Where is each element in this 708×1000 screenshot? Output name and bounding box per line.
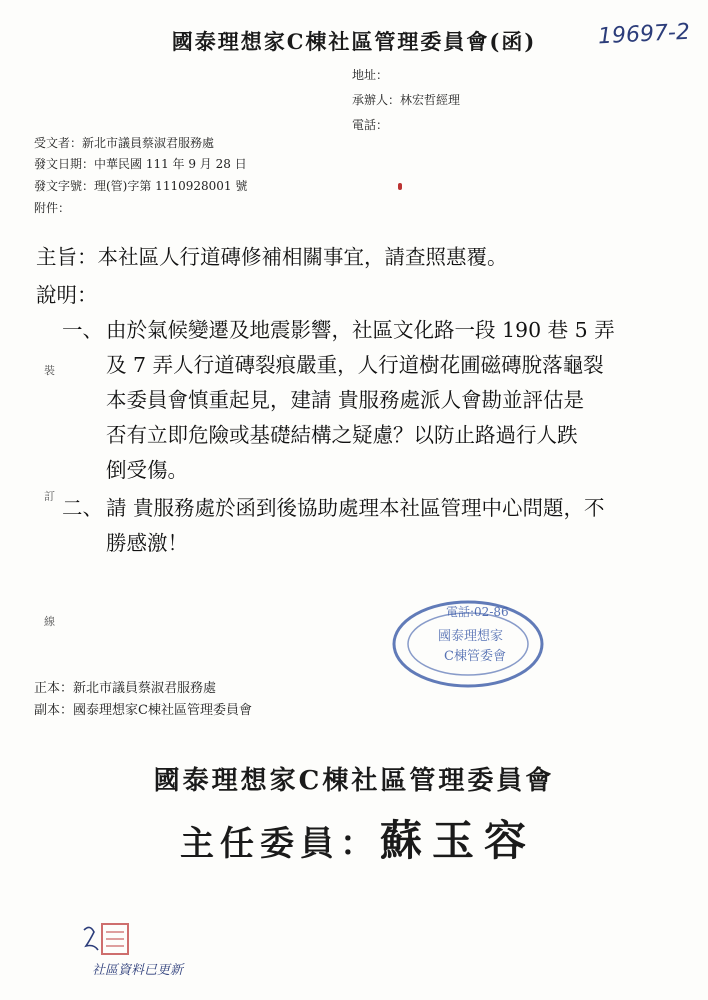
item-1-line-5: 倒受傷。 bbox=[106, 458, 188, 482]
handler-label: 承辦人： bbox=[352, 93, 401, 107]
item-2-number: 二、 bbox=[62, 496, 103, 520]
organization-name: 國泰理想家C棟社區管理委員會 bbox=[153, 766, 555, 796]
item-1-line-3: 本委員會慎重起見，建請 貴服務處派人會勘並評估是 bbox=[106, 388, 585, 412]
attachment-line: 附件： bbox=[34, 201, 71, 215]
recipient-line: 受文者：新北市議員蔡淑君服務處 bbox=[34, 136, 215, 150]
original-recipient-line: 正本：新北市議員蔡淑君服務處 bbox=[34, 681, 217, 696]
binding-mark-2: 訂 bbox=[44, 490, 55, 503]
item-1-line-4: 否有立即危險或基礎結構之疑慮？以防止路過行人跌 bbox=[106, 423, 578, 447]
handler-line bbox=[352, 91, 460, 108]
item-1-line-2: 及 7 弄人行道磚裂痕嚴重，人行道樹花圃磁磚脫落龜裂 bbox=[106, 353, 604, 377]
chair-signature-line bbox=[180, 808, 536, 868]
stamp-name-line-2: C棟管委會 bbox=[444, 649, 506, 664]
handler-value: 林宏哲經理 bbox=[400, 93, 461, 107]
reference-number-line: 發文字號：理(管)字第 1110928001 號 bbox=[34, 179, 248, 193]
stamp-name-line-1: 國泰理想家 bbox=[438, 629, 504, 644]
item-1-number: 一、 bbox=[62, 318, 103, 342]
carbon-copy-line: 副本：國泰理想家C棟社區管理委員會 bbox=[34, 703, 252, 718]
community-stamp-icon bbox=[388, 596, 548, 692]
handwritten-doc-number: 19697-2 bbox=[597, 19, 691, 50]
received-seal-icon bbox=[80, 918, 240, 980]
handwritten-note: 社區資料已更新 bbox=[92, 963, 184, 978]
item-2-line-2: 勝感激！ bbox=[106, 531, 188, 555]
chair-name: 蘇玉容 bbox=[380, 816, 537, 865]
binding-mark-3: 線 bbox=[44, 615, 55, 628]
ink-mark bbox=[398, 183, 402, 190]
phone-label: 電話： bbox=[352, 118, 389, 132]
binding-mark-1: 裝 bbox=[44, 364, 55, 377]
item-1-line-1: 由於氣候變遷及地震影響，社區文化路一段 190 巷 5 弄 bbox=[106, 318, 615, 342]
item-2-line-1: 請 貴服務處於函到後協助處理本社區管理中心問題，不 bbox=[106, 496, 605, 520]
chair-title: 主任委員： bbox=[180, 824, 380, 864]
subject-line: 主旨：本社區人行道磚修補相關事宜，請查照惠覆。 bbox=[36, 245, 508, 269]
stamp-phone-text: 電話:02-86 bbox=[446, 605, 509, 619]
letter-title: 國泰理想家C棟社區管理委員會(函) bbox=[171, 29, 537, 54]
address-label: 地址： bbox=[352, 68, 389, 82]
explanation-label: 說明： bbox=[36, 283, 98, 307]
date-line: 發文日期：中華民國 111 年 9 月 28 日 bbox=[34, 157, 247, 171]
